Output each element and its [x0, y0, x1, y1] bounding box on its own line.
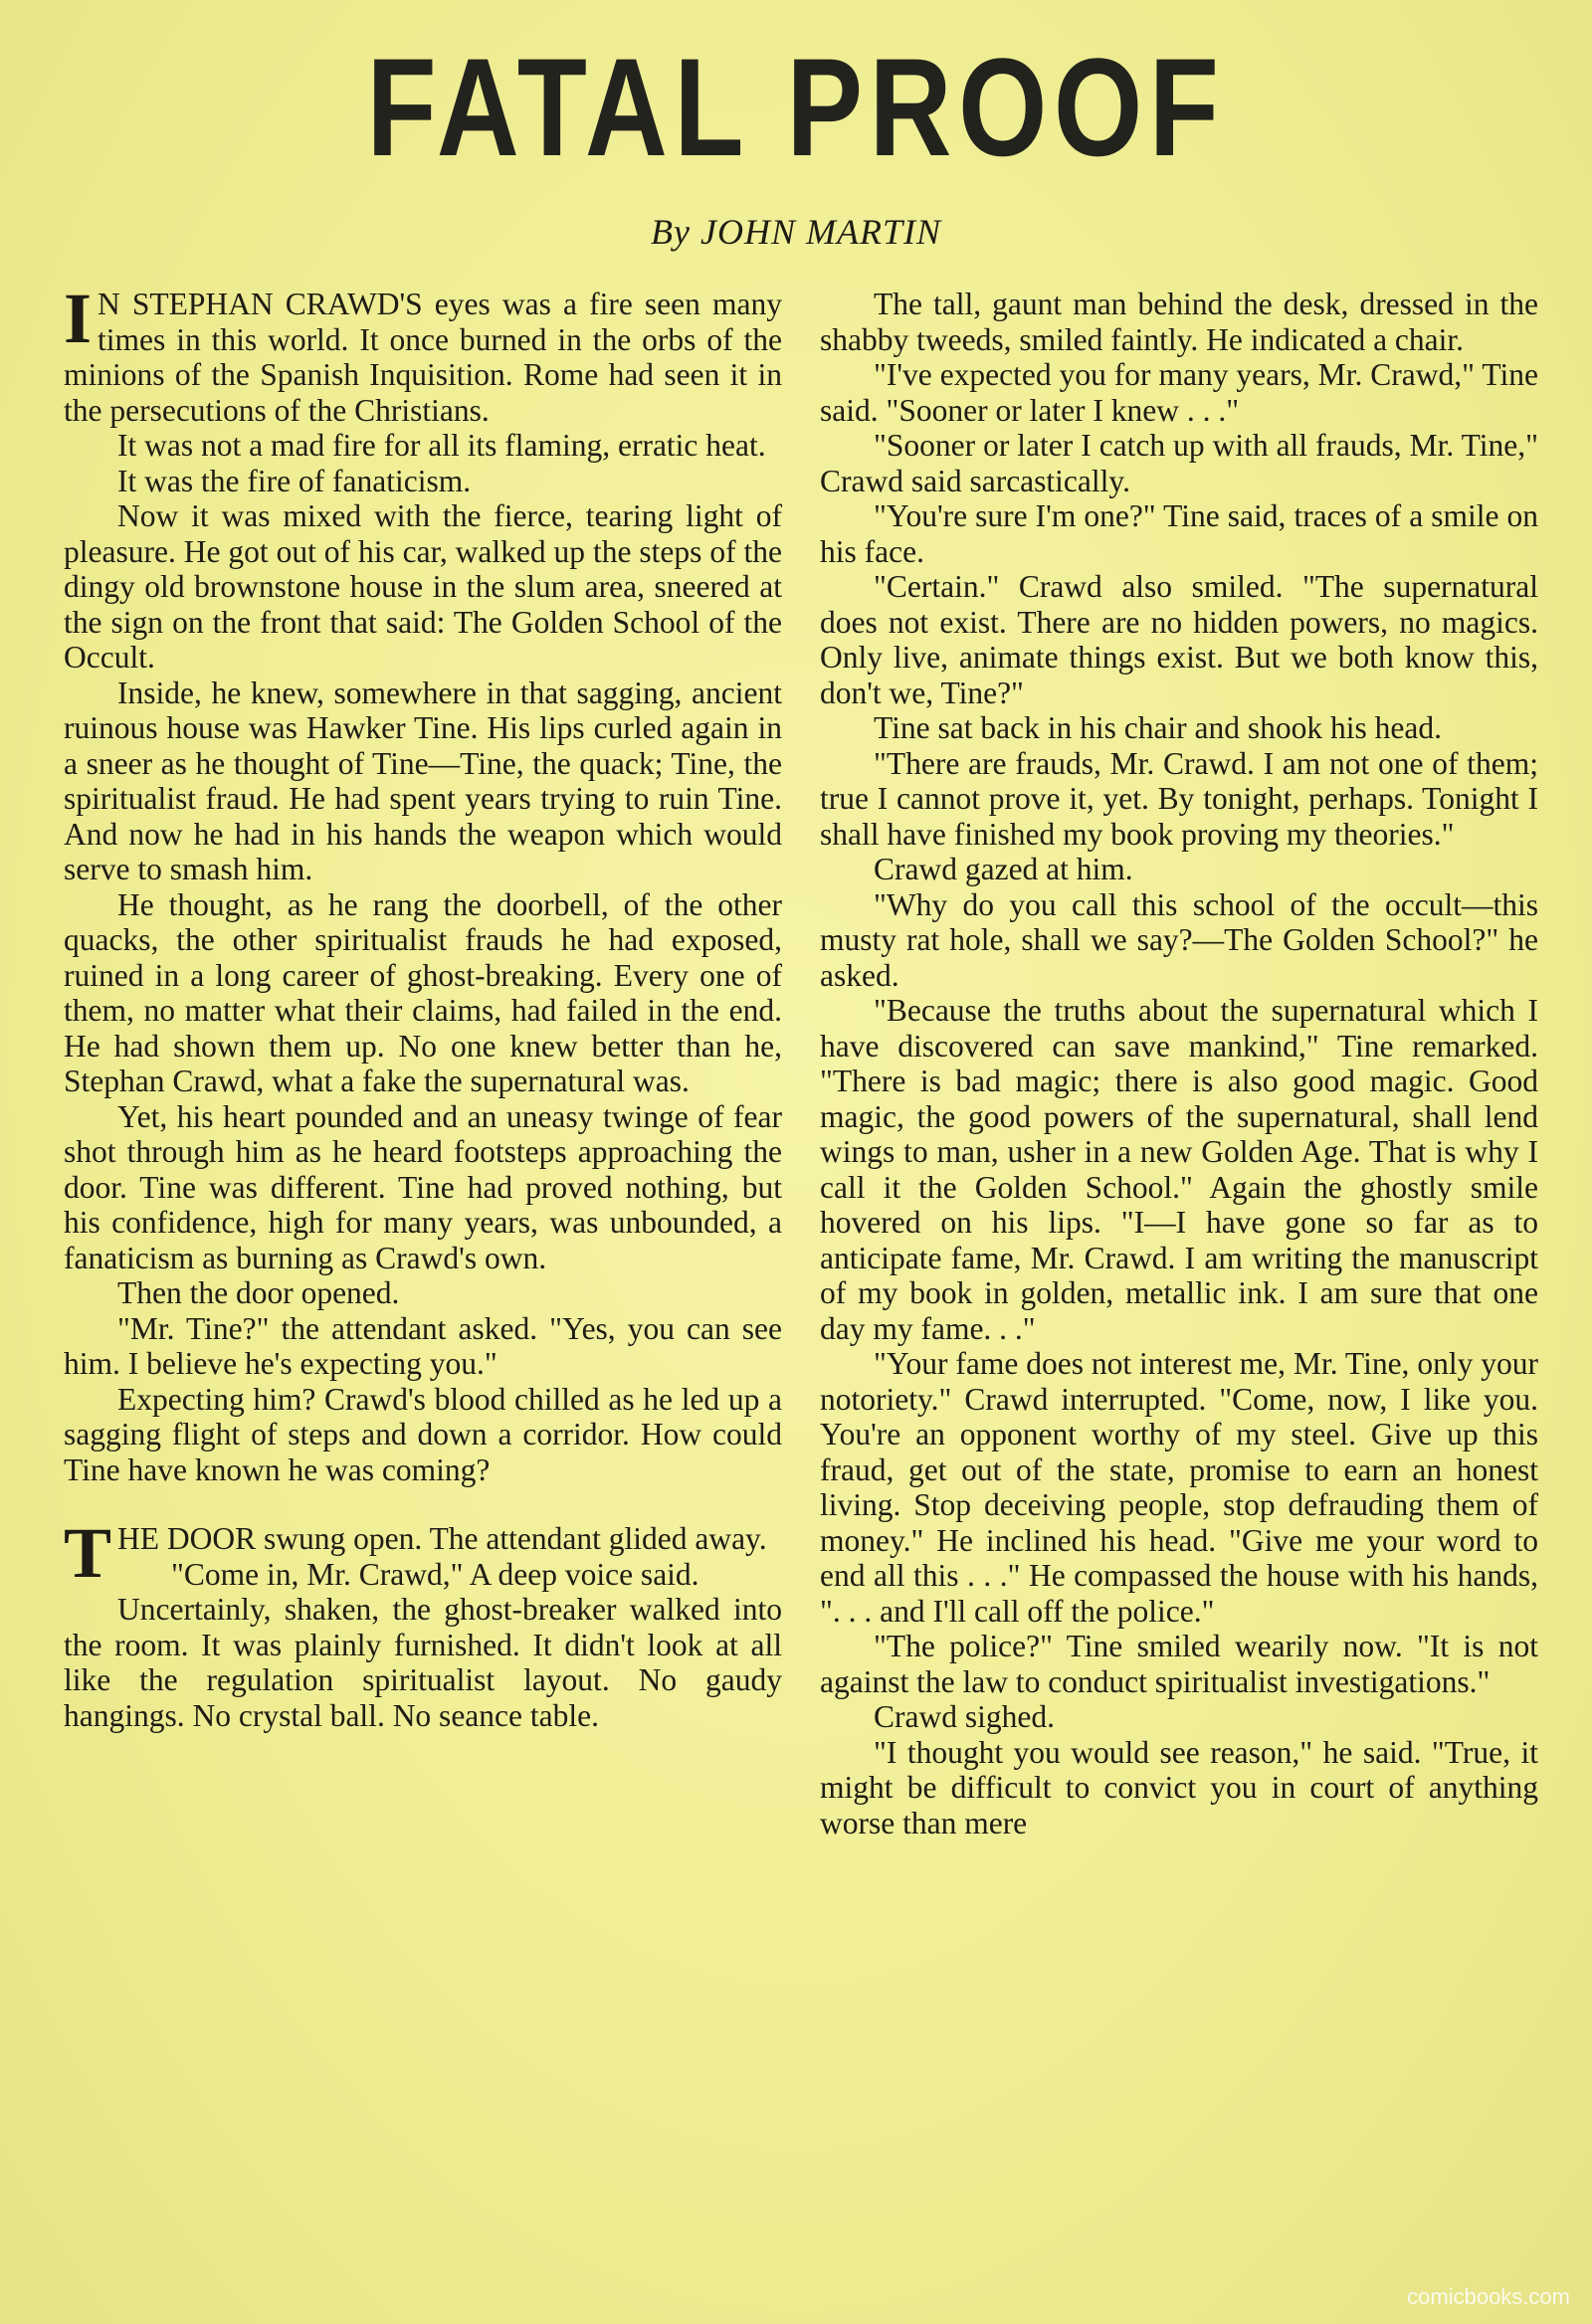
- story-title: FATAL PROOF: [366, 29, 1226, 185]
- paragraph: "I thought you would see reason," he said. "True, it might be difficult to convict you in court of anything worse than mere: [820, 1734, 1538, 1840]
- drop-cap: T: [64, 1513, 112, 1593]
- paragraph: "Come in, Mr. Crawd," A deep voice said.: [171, 1556, 699, 1592]
- paragraph: "Mr. Tine?" the attendant asked. "Yes, you can see him. I believe he's expecting you.": [64, 1310, 782, 1381]
- paragraph: Crawd gazed at him.: [874, 852, 1133, 886]
- paragraph: Tine sat back in his chair and shook his head.: [874, 710, 1442, 745]
- paragraph: Crawd sighed.: [874, 1699, 1055, 1734]
- paragraph: I N STEPHAN CRAWD'S eyes was a fire seen many times in this world. It once burned in the orbs of the minions of the Spanish Inquisition. Rome had seen it in the persecutions of the Christians.: [64, 287, 782, 428]
- paragraph: The tall, gaunt man behind the desk, dressed in the shabby tweeds, smiled faintly. He indicated a chair.: [820, 287, 1538, 357]
- paragraph: "There are frauds, Mr. Crawd. I am not one of them; true I cannot prove it, yet. By tonight, perhaps. Tonight I shall have finished my book proving my theories.": [820, 745, 1538, 852]
- left-column: [64, 287, 782, 2236]
- paragraph: Yet, his heart pounded and an uneasy twinge of fear shot through him as he heard footsteps approaching the door. Tine was different. Tine had proved nothing, but his confidence, high for many years, was unbounded, a fanaticism as burning as Crawd's own.: [64, 1098, 782, 1275]
- paragraph: He thought, as he rang the doorbell, of the other quacks, the other spiritualist frauds he had exposed, ruined in a long career of ghost-breaking. Every one of them, no matter what their claims, had failed in the end. He had shown them up. No one knew better than he, Stephan Crawd, what a fake the supernatural was.: [64, 886, 782, 1098]
- paragraph: "You're sure I'm one?" Tine said, traces of a smile on his face.: [820, 498, 1538, 569]
- paragraph: Uncertainly, shaken, the ghost-breaker walked into the room. It was plainly furnished. It didn't look at all like the regulation spiritualist layout. No gaudy hangings. No crystal ball. No seance table.: [64, 1592, 782, 1733]
- paragraph: "Certain." Crawd also smiled. "The supernatural does not exist. There are no hidden powers, no magics. Only live, animate things exist. But we both know this, don't we, Tine?": [820, 569, 1538, 710]
- paragraph: Inside, he knew, somewhere in that sagging, ancient ruinous house was Hawker Tine. His lips curled again in a sneer as he thought of Tine—Tine, the quack; Tine, the spiritualist fraud. He had spent years trying to ruin Tine. And now he had in his hands the weapon which would serve to smash him.: [64, 675, 782, 886]
- paragraph: "Because the truths about the supernatural which I have discovered can save mankind," Tine remarked. "There is bad magic; there is also good magic. Good magic, the good powers of the supernatural, shall lend wings to man, usher in a new Golden Age. That is why I call it the Golden School." Again the ghostly smile hovered on his lips. "I—I have gone so far as to anticipate fame, Mr. Crawd. I am writing the manuscript of my book in golden, metallic ink. I am sure that one day my fame. . .": [820, 993, 1538, 1346]
- paragraph: Now it was mixed with the fierce, tearing light of pleasure. He got out of his car, walked up the steps of the dingy old brownstone house in the slum area, sneered at the sign on the front that said: The Golden School of the Occult.: [64, 498, 782, 675]
- paragraph: Expecting him? Crawd's blood chilled as he led up a sagging flight of steps and down a corridor. How could Tine have known he was coming?: [64, 1381, 782, 1487]
- paragraph: "Your fame does not interest me, Mr. Tine, only your notoriety." Crawd interrupted. "Come, now, I like you. You're an opponent worthy of my steel. Give up this fraud, get out of the state, promise to earn an honest living. Stop deceiving people, stop defrauding them of money." He inclined his head. "Give me your word to end all this . . ." He compassed the house with his hands, ". . . and I'll call off the police.": [820, 1346, 1538, 1629]
- paragraph: It was not a mad fire for all its flaming, erratic heat.: [117, 428, 766, 463]
- paragraph: It was the fire of fanaticism.: [117, 463, 472, 498]
- drop-cap: I: [64, 287, 93, 358]
- paragraph: Then the door opened.: [117, 1275, 400, 1310]
- paragraph: "The police?" Tine smiled wearily now. "It is not against the law to conduct spiritualist investigations.": [820, 1629, 1538, 1699]
- paragraph: THE DOOR swung open. The attendant glided away.: [64, 1513, 767, 1593]
- paragraph: "Why do you call this school of the occult—this musty rat hole, shall we say?—The Golden School?" he asked.: [820, 886, 1538, 993]
- paragraph: "I've expected you for many years, Mr. Crawd," Tine said. "Sooner or later I knew . . .": [820, 357, 1538, 428]
- story-byline: By JOHN MARTIN: [651, 212, 941, 252]
- right-column: [820, 287, 1538, 2236]
- site-watermark: comicbooks.com: [1407, 2284, 1570, 2309]
- paragraph: "Sooner or later I catch up with all frauds, Mr. Tine," Crawd said sarcastically.: [820, 428, 1538, 498]
